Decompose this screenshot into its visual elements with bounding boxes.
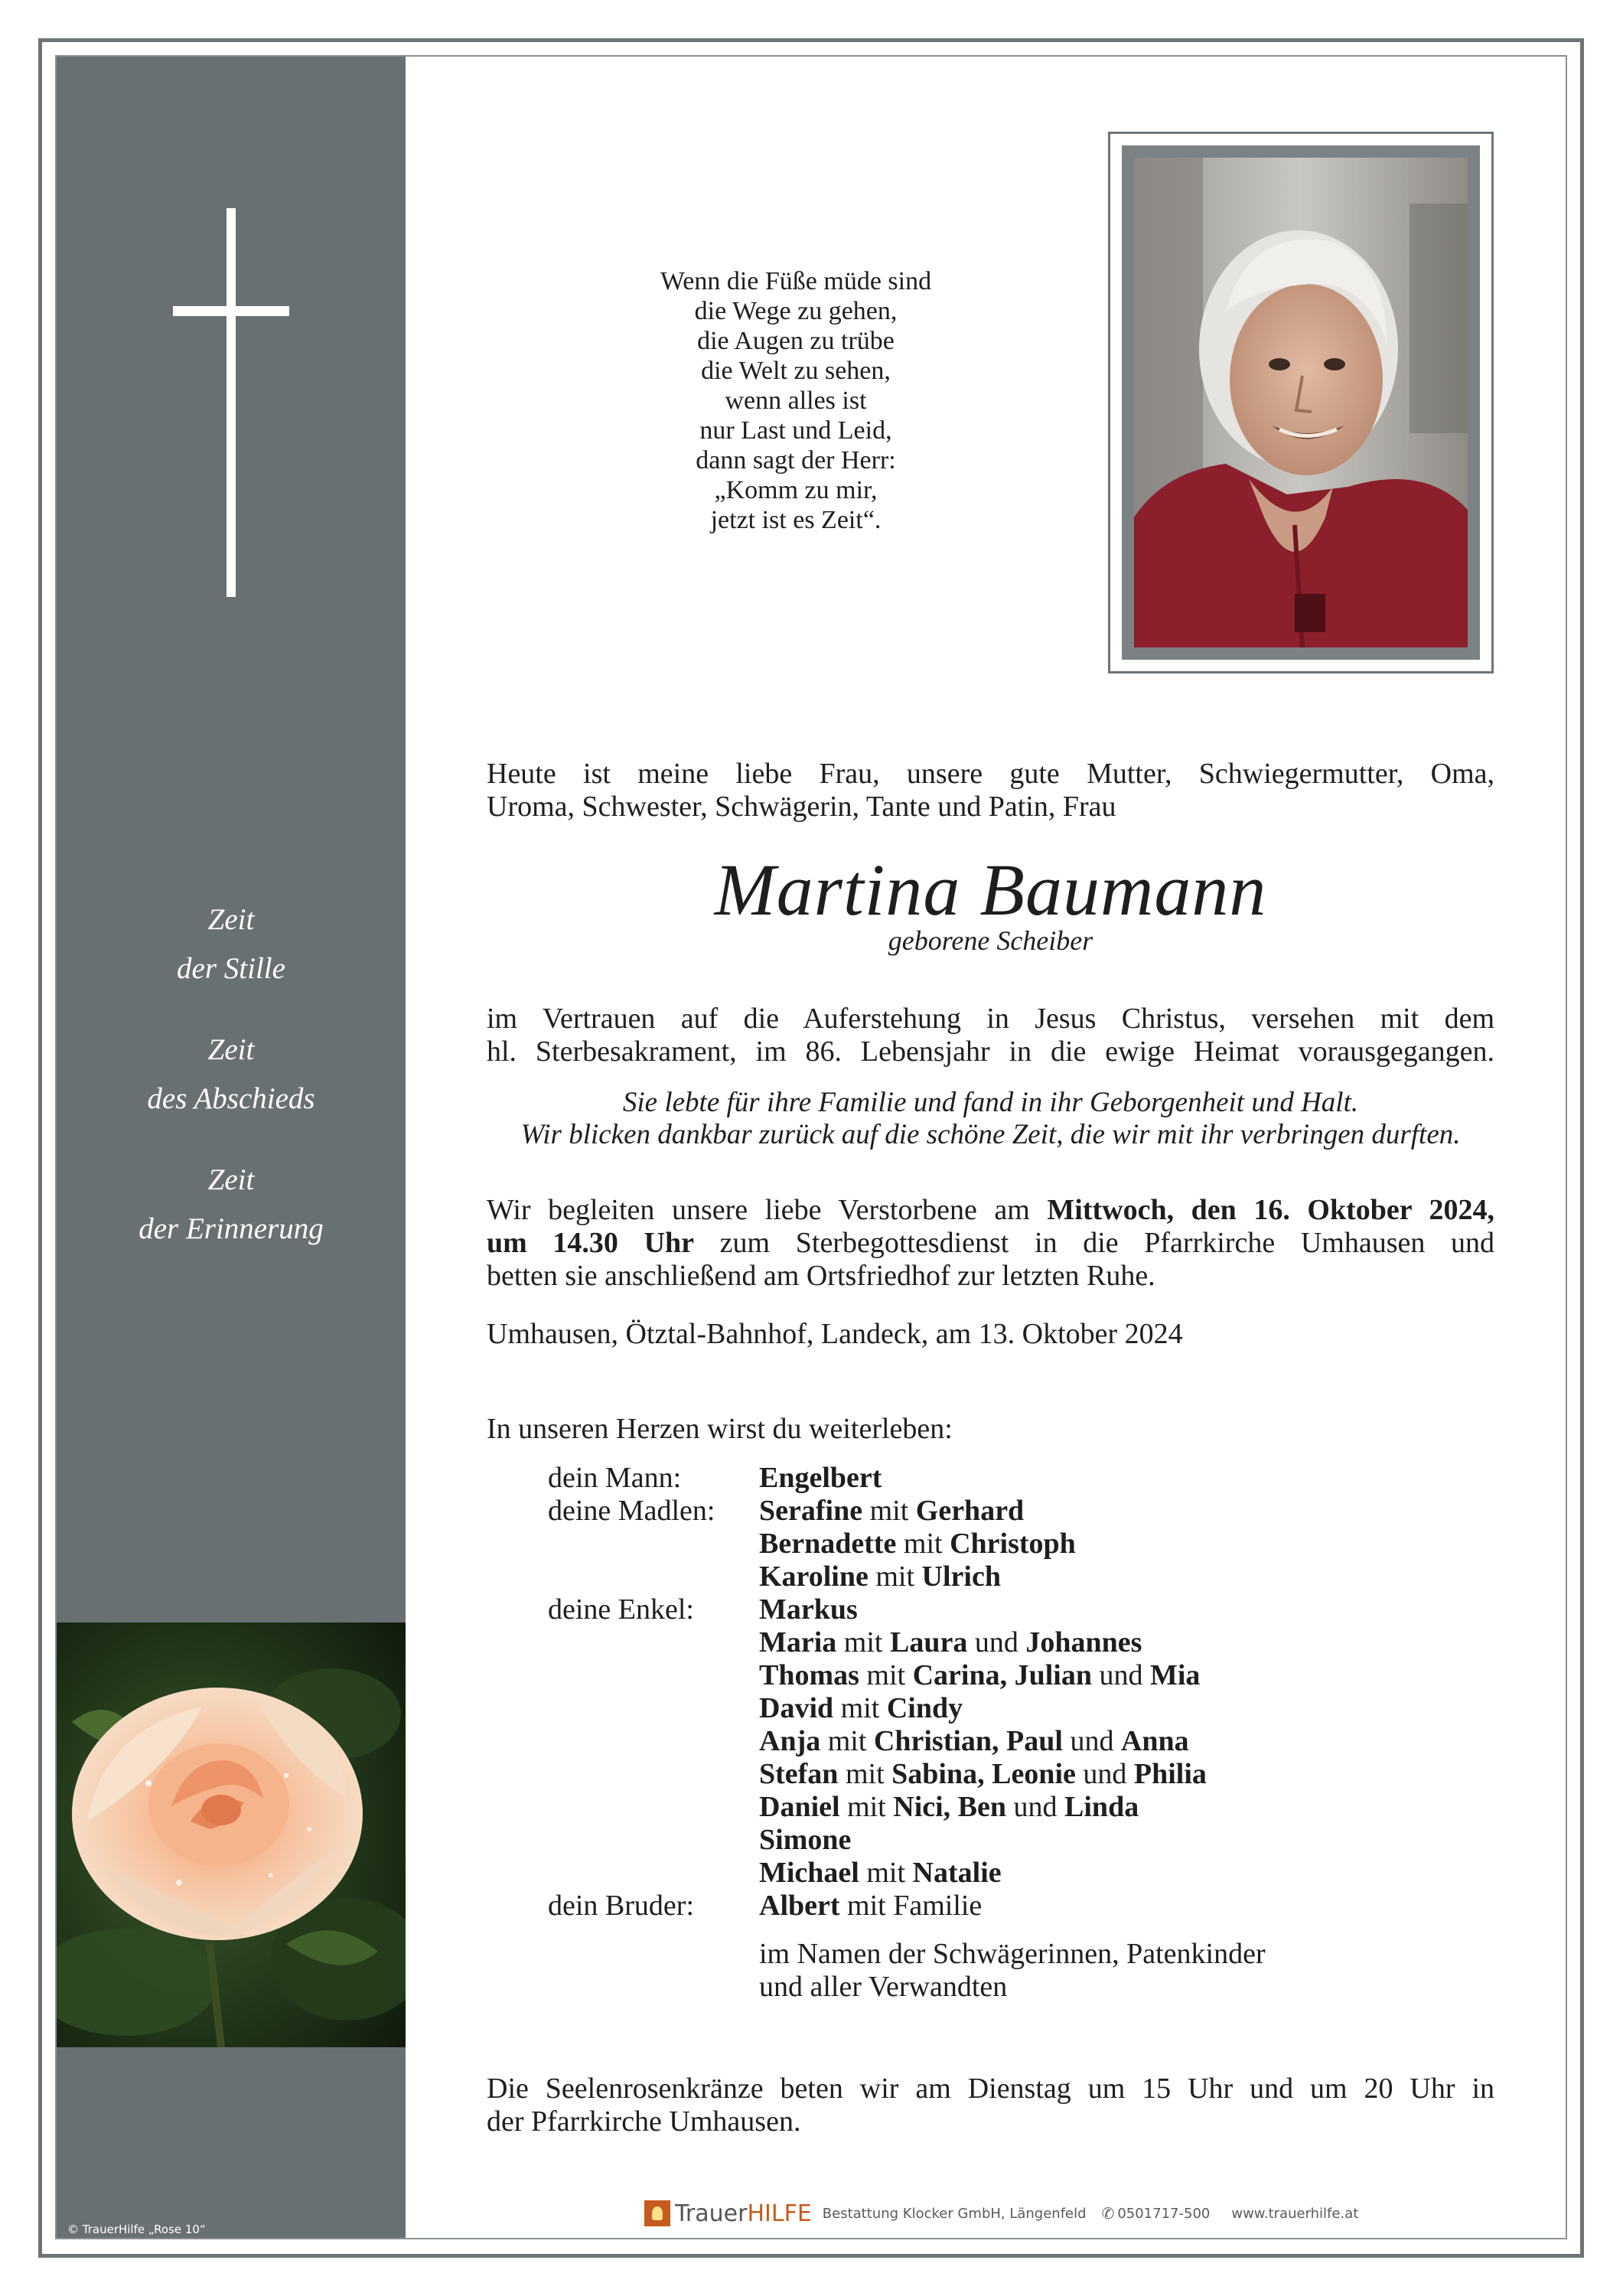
mourner-row [548, 1791, 1207, 1824]
mourner-names [759, 1890, 982, 1923]
sidebar-verse-line: des Abschieds [147, 1082, 315, 1115]
mourner-name: Thomas [759, 1659, 859, 1691]
funeral-time: um 14.30 Uhr [487, 1227, 695, 1259]
mourner-name: Albert [759, 1890, 840, 1922]
rosary-line: Die Seelenrosenkränze beten wir am Dienstag um 15 Uhr und um 20 Uhr in [487, 2073, 1494, 2105]
mourner-row [548, 1758, 1207, 1791]
cross-icon [227, 208, 236, 597]
funeral-text: Wir begleiten unsere liebe Verstorbene am [487, 1194, 1048, 1226]
mourner-name: Anna [1120, 1725, 1189, 1757]
sidebar-verse-line: Zeit [207, 1163, 255, 1196]
mourner-connector: mit [838, 1758, 892, 1790]
place-date: Umhausen, Ötztal-Bahnhof, Landeck, am 13. Oktober 2024 [487, 1318, 1183, 1350]
mourner-names [759, 1857, 1002, 1890]
mourner-name: Natalie [912, 1857, 1002, 1889]
portrait-photo [1134, 158, 1468, 647]
mourner-row [548, 1593, 1207, 1626]
mourner-connector: mit [820, 1725, 874, 1757]
poem-line: die Wege zu gehen, [694, 297, 898, 325]
sidebar-verse [57, 895, 406, 993]
rosary-line: der Pfarrkirche Umhausen. [487, 2105, 801, 2138]
sidebar-verse [57, 1156, 406, 1254]
mourner-name: Linda [1064, 1791, 1139, 1823]
tribute [487, 1087, 1494, 1151]
mourner-names [759, 1462, 882, 1495]
mourner-connector: mit [868, 1561, 922, 1593]
mourner-names [759, 1528, 1076, 1561]
mourner-name: Stefan [759, 1758, 839, 1790]
intro-line: Uroma, Schwester, Schwägerin, Tante und Patin, Frau [487, 791, 1116, 823]
mourner-name: Daniel [759, 1791, 840, 1823]
mourner-names [759, 1824, 851, 1857]
mourner-row [548, 1495, 1207, 1528]
mourner-name: Cindy [886, 1692, 963, 1724]
faith-line: hl. Sterbesakrament, im 86. Lebensjahr in die ewige Heimat vorausgegangen. [487, 1035, 1494, 1068]
tribute-line: Wir blicken dankbar zurück auf die schöne Zeit, die wir mit ihr verbringen durften. [520, 1119, 1461, 1150]
mourner-name: Bernadette [759, 1528, 897, 1560]
mourner-name: Christoph [950, 1528, 1076, 1560]
poem-line: wenn alles ist [725, 386, 867, 415]
mourner-relation [548, 1791, 759, 1824]
poem-line: die Augen zu trübe [697, 327, 895, 355]
funeral-text: zum Sterbegottesdienst in die Pfarrkirche Umhausen und [694, 1227, 1495, 1259]
mourner-relation: dein Bruder: [548, 1890, 695, 1922]
mourner-row [548, 1626, 1207, 1659]
birth-name: geborene Scheiber [888, 925, 1093, 956]
mourner-names [759, 1692, 963, 1725]
poem-line: dann sagt der Herr: [696, 446, 896, 475]
mourner-names [759, 1758, 1207, 1791]
mourner-connector: und [1075, 1758, 1134, 1790]
mourner-relation [548, 1659, 759, 1692]
mourner-relation: deine Madlen: [548, 1495, 715, 1527]
mourner-name: Ulrich [921, 1561, 1001, 1593]
mourner-relation [548, 1692, 759, 1725]
sidebar-verse-line: der Erinnerung [139, 1212, 324, 1245]
mourner-relation [548, 1626, 759, 1659]
mourner-name: Johannes [1025, 1626, 1142, 1658]
mourner-row [548, 1659, 1207, 1692]
mourner-relation: deine Enkel: [548, 1593, 694, 1626]
poem [566, 266, 1025, 535]
mourner-names [759, 1593, 858, 1626]
tribute-line: Sie lebte für ihre Familie und fand in ihr Geborgenheit und Halt. [622, 1087, 1359, 1118]
mourner-name: Laura [889, 1626, 968, 1658]
mourner-name: Anja [759, 1725, 821, 1757]
mourner-names [759, 1561, 1001, 1593]
funeral-line: betten sie anschließend am Ortsfriedhof zur letzten Ruhe. [487, 1260, 1155, 1292]
copyright-text: © TrauerHilfe „Rose 10“ [67, 2223, 206, 2236]
mourner-relation [548, 1725, 759, 1758]
mourner-name: Serafine [759, 1495, 863, 1527]
phone-number: 0501717-500 [1117, 2205, 1211, 2222]
trauerhilfe-logo [675, 2200, 812, 2227]
sidebar-verse-line: der Stille [177, 952, 285, 985]
mourner-relation [548, 1758, 759, 1791]
mourner-name: Christian, Paul [873, 1725, 1063, 1757]
mourner-connector: und [967, 1626, 1026, 1658]
mourner-connector: mit [896, 1528, 950, 1560]
website-link[interactable]: www.trauerhilfe.at [1231, 2205, 1359, 2222]
mourner-name: Gerhard [915, 1495, 1025, 1527]
mourner-connector: mit [862, 1495, 916, 1527]
on-behalf-line: und aller Verwandten [759, 1971, 1008, 2003]
mourner-row [548, 1824, 1207, 1857]
mourner-relation [548, 1857, 759, 1890]
deceased-name: Martina Baumann [714, 849, 1267, 931]
logo-text: Trauer [675, 2200, 748, 2227]
mourner-name: Simone [759, 1824, 852, 1856]
mourner-name: David [759, 1692, 834, 1724]
rose-image [57, 1623, 406, 2047]
poem-line: „Komm zu mir, [714, 476, 878, 504]
mourner-row [548, 1462, 1207, 1495]
mourner-row [548, 1890, 1207, 1923]
intro-line: Heute ist meine liebe Frau, unsere gute Mutter, Schwiegermutter, Oma, [487, 758, 1494, 790]
mourner-row [548, 1528, 1207, 1561]
mourners-intro: In unseren Herzen wirst du weiterleben: [487, 1413, 953, 1445]
logo-text-accent: HILFE [747, 2200, 812, 2227]
faith-line: im Vertrauen auf die Auferstehung in Jesus Christus, versehen mit dem [487, 1003, 1494, 1035]
mourner-connector: und [1006, 1791, 1065, 1823]
mourner-name: Philia [1133, 1758, 1207, 1790]
mourner-connector: mit Familie [839, 1890, 983, 1922]
mourner-connector: und [1062, 1725, 1121, 1757]
on-behalf-line: im Namen der Schwägerinnen, Patenkinder [759, 1938, 1266, 1970]
mourner-connector: mit [859, 1857, 913, 1889]
mourner-row [548, 1725, 1207, 1758]
mourner-connector: mit [839, 1791, 894, 1823]
mourner-relation [548, 1528, 759, 1561]
mourner-row [548, 1857, 1207, 1890]
mourner-name: Mia [1150, 1659, 1201, 1691]
mourner-names [759, 1659, 1200, 1692]
funeral-line [487, 1194, 1494, 1227]
phone-icon: ✆ [1101, 2204, 1115, 2223]
mourners-list [548, 1462, 1207, 1923]
mourner-connector: mit [833, 1692, 887, 1724]
mourner-name: Carina, Julian [912, 1659, 1092, 1691]
mourner-relation: dein Mann: [548, 1462, 682, 1494]
company-name: Bestattung Klocker GmbH, Längenfeld [822, 2205, 1087, 2222]
mourner-relation [548, 1561, 759, 1593]
footer [644, 2198, 1358, 2229]
mourner-name: Sabina, Leonie [891, 1758, 1076, 1790]
poem-line: nur Last und Leid, [699, 416, 892, 445]
mourner-connector: mit [859, 1659, 913, 1691]
mourner-names [759, 1725, 1189, 1758]
mourner-name: Maria [759, 1626, 837, 1658]
mourner-relation [548, 1824, 759, 1857]
sidebar-verse-line: Zeit [207, 1033, 255, 1066]
funeral-line [487, 1227, 1494, 1260]
mourner-name: Nici, Ben [893, 1791, 1007, 1823]
on-behalf [759, 1938, 1448, 2004]
mourner-name: Markus [759, 1593, 858, 1626]
poem-line: die Welt zu sehen, [701, 357, 891, 385]
mourner-connector: mit [836, 1626, 890, 1658]
sidebar-verse [57, 1026, 406, 1124]
poem-line: jetzt ist es Zeit“. [710, 506, 882, 534]
mourner-row [548, 1561, 1207, 1593]
mourner-names [759, 1791, 1139, 1824]
mourner-names [759, 1626, 1142, 1659]
cross-icon-bar [173, 306, 289, 316]
trauerhilfe-logo-icon [644, 2200, 670, 2226]
mourner-names [759, 1495, 1024, 1528]
mourner-name: Michael [759, 1857, 859, 1889]
mourner-name: Karoline [759, 1561, 869, 1593]
mourner-connector: und [1092, 1659, 1150, 1691]
sidebar-verse-line: Zeit [207, 903, 255, 936]
poem-line: Wenn die Füße müde sind [660, 267, 932, 295]
mourner-name: Engelbert [759, 1462, 882, 1494]
funeral-date: Mittwoch, den 16. Oktober 2024, [1047, 1194, 1494, 1226]
mourner-row [548, 1692, 1207, 1725]
